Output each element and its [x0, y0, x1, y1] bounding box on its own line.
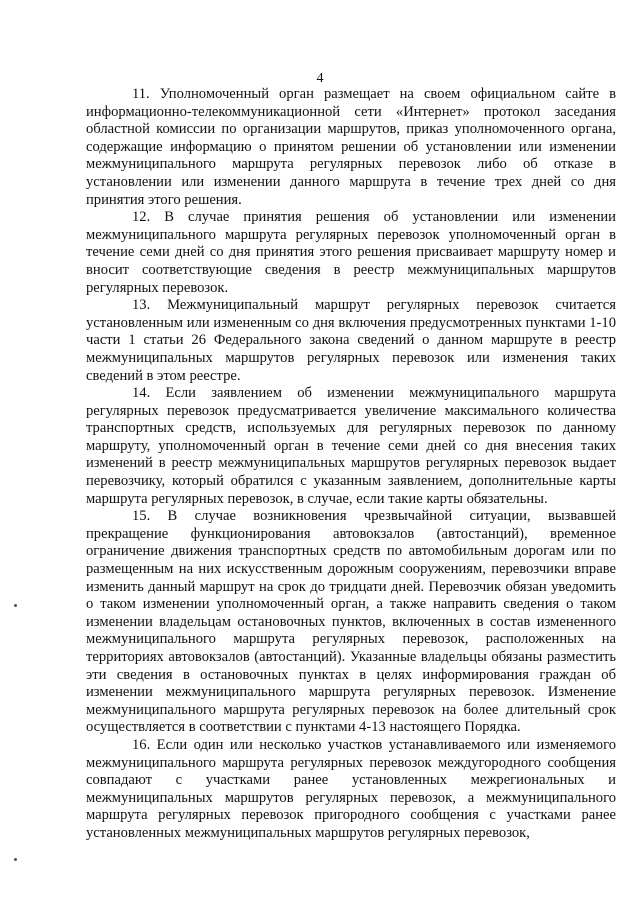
scan-speck: [14, 858, 17, 861]
paragraph-14: 14. Если заявлением об изменении межмуниципального маршрута регулярных перевозок предусматривается увеличение максимального количества транспортных средств, используемых для регулярных перевозок по данному маршруту, уполномоченный орган в течение семи дней со дня внесения таких изменений в реестр межмуниципальных маршрутов регулярных перевозок выдает перевозчику, который обратился с указанным заявлением, дополнительные карты маршрута регулярных перевозок, в случае, если такие карты обязательны.: [86, 385, 616, 507]
paragraph-16: 16. Если один или несколько участков устанавливаемого или изменяемого межмуниципального маршрута регулярных перевозок междугородного сообщения совпадают с участками ранее установленных межрегиональных и межмуниципальных маршрутов регулярных перевозок, а межмуниципального маршрута регулярных перевозок пригородного сообщения с участками ранее установленных межмуниципальных маршрутов регулярных перевозок,: [86, 736, 616, 841]
page-number: 4: [316, 71, 324, 86]
paragraph-12: 12. В случае принятия решения об установлении или изменении межмуниципального маршрута регулярных перевозок уполномоченный орган в течение семи дней со дня принятия этого решения присваивает маршруту номер и вносит соответствующие сведения в реестр межмуниципальных маршрутов регулярных перевозок.: [86, 209, 616, 296]
scan-speck: [14, 604, 17, 607]
document-body: [86, 86, 616, 843]
paragraph-11: 11. Уполномоченный орган размещает на своем официальном сайте в информационно-телекоммуникационной сети «Интернет» протокол заседания областной комиссии по организации маршрутов, приказ уполномоченного органа, содержащие информацию о принятом решении об установлении или изменении межмуниципального маршрута регулярных перевозок либо об отказе в установлении или изменении данного маршрута в течение трех дней со дня принятия этого решения.: [86, 86, 616, 208]
paragraph-15: 15. В случае возникновения чрезвычайной ситуации, вызвавшей прекращение функционирования автовокзалов (автостанций), временное ограничение движения транспортных средств по автомобильным дорогам или по размещенным на них искусственным дорожным сооружениям, перевозчики вправе изменить данный маршрут на срок до тридцати дней. Перевозчик обязан уведомить о таком изменении уполномоченный орган, а также направить сведения о таком изменении владельцам остановочных пунктов, включенных в состав измененного межмуниципального маршрута регулярных перевозок, расположенных на территориях автовокзалов (автостанций). Указанные владельцы обязаны разместить эти сведения в остановочных пунктах в целях информирования граждан об изменении межмуниципального маршрута регулярных перевозок. Изменение межмуниципального маршрута регулярных перевозок на более длительный срок осуществляется в соответствии с пунктами 4-13 настоящего Порядка.: [86, 508, 616, 736]
paragraph-13: 13. Межмуниципальный маршрут регулярных перевозок считается установленным или измененным со дня включения предусмотренных пунктами 1-10 части 1 статьи 26 Федерального закона сведений о данном маршруте в реестр межмуниципальных маршрутов регулярных перевозок или изменения таких сведений в этом реестре.: [86, 297, 616, 384]
